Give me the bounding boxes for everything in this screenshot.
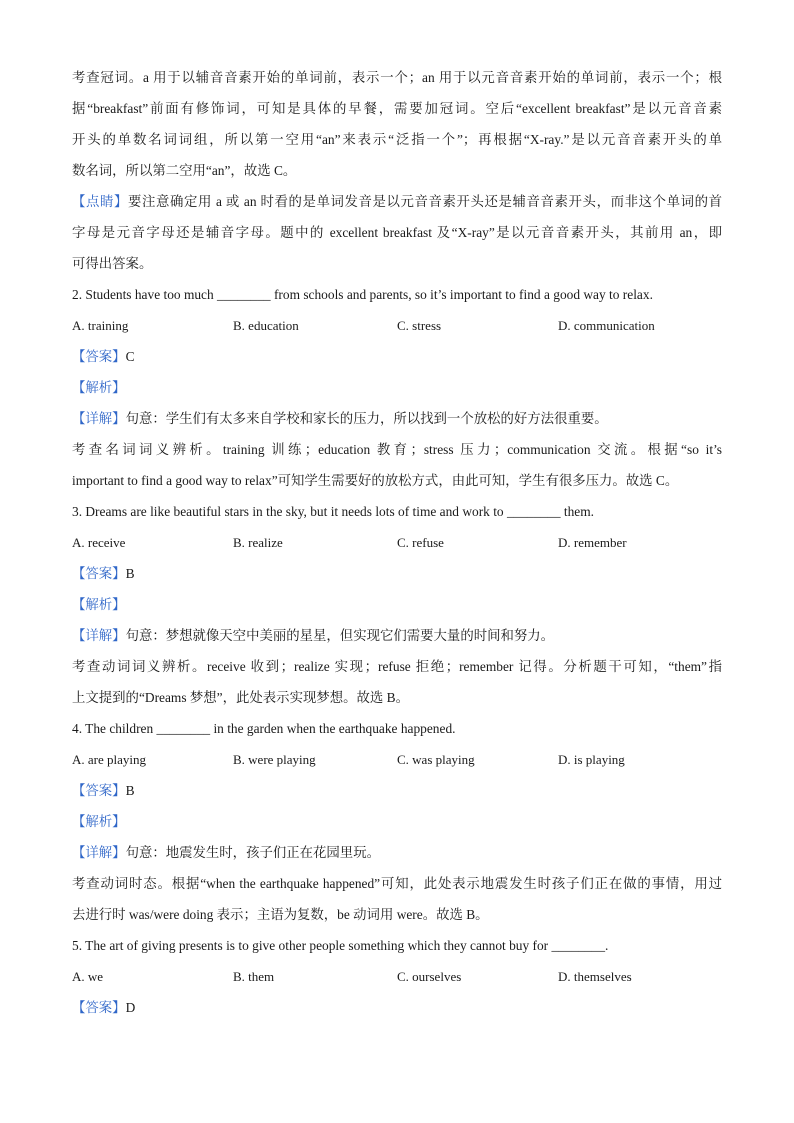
- option-b: B. realize: [233, 535, 283, 550]
- detail-text: 句意：学生们有太多来自学校和家长的压力，所以找到一个放松的好方法很重要。: [125, 411, 608, 426]
- note-tag: 【点睛】: [72, 194, 129, 209]
- option-c: C. ourselves: [397, 969, 462, 984]
- answer-tag: 【答案】: [72, 349, 126, 364]
- detail-line: [72, 837, 722, 868]
- intro-line: 考查冠词。a 用于以辅音音素开始的单词前，表示一个；an 用于以元音音素开始的单词前，表示一个；根: [72, 70, 722, 85]
- detail-text: 句意：地震发生时，孩子们正在花园里玩。: [125, 845, 380, 860]
- detail-line: 去进行时 was/were doing 表示；主语为复数，be 动词用 were。故选 B。: [72, 907, 489, 922]
- intro-line: 开头的单数名词词组，所以第一空用“an”来表示“泛指一个”；再根据“X-ray.”是以元音音素开头的单: [72, 132, 722, 147]
- analysis-line: [72, 806, 722, 837]
- answer-line: [72, 775, 722, 806]
- note-text: 要注意确定用 a 或 an 时看的是单词发音是以元音音素开头还是辅音音素开头，而非这个单词的首: [128, 194, 722, 209]
- detail-line: 考查名词词义辨析。training 训练；education 教育；stress 压力；communication 交流。根据“so it’s: [72, 442, 722, 457]
- document-page: [72, 62, 722, 1023]
- option-a: A. receive: [72, 535, 126, 550]
- option-a: A. we: [72, 969, 104, 984]
- intro-line: 数名词，所以第二空用“an”，故选 C。: [72, 163, 297, 178]
- detail-text: 句意：梦想就像天空中美丽的星星，但实现它们需要大量的时间和努力。: [125, 628, 555, 643]
- option-b: B. education: [233, 318, 299, 333]
- option-c: C. stress: [397, 318, 442, 333]
- answer-value: B: [125, 783, 135, 798]
- answer-value: C: [125, 349, 135, 364]
- detail-tag: 【详解】: [72, 628, 126, 643]
- note-line: 可得出答案。: [72, 256, 153, 271]
- analysis-line: [72, 372, 722, 403]
- analysis-tag: 【解析】: [72, 597, 126, 612]
- detail-line: 上文提到的“Dreams 梦想”，此处表示实现梦想。故选 B。: [72, 690, 409, 705]
- answer-value: B: [125, 566, 135, 581]
- note-line: 字母是元音字母还是辅音字母。题中的 excellent breakfast 及“X-ray”是以元音音素开头，其前用 an，即: [72, 225, 722, 240]
- analysis-tag: 【解析】: [72, 380, 126, 395]
- intro-line: 据“breakfast”前面有修饰词，可知是具体的早餐，需要加冠词。空后“excellent breakfast”是以元音音素: [72, 101, 722, 116]
- question-stem: 5. The art of giving presents is to give other people something which they cannot buy for ________.: [72, 938, 609, 953]
- answer-line: [72, 341, 722, 372]
- answer-value: D: [125, 1000, 136, 1015]
- note-line: [72, 186, 722, 217]
- option-b: B. were playing: [233, 752, 316, 767]
- detail-line: 考查动词时态。根据“when the earthquake happened”可知，此处表示地震发生时孩子们正在做的事情，用过: [72, 876, 722, 891]
- answer-line: [72, 558, 722, 589]
- answer-tag: 【答案】: [72, 783, 126, 798]
- detail-line: 考查动词词义辨析。receive 收到；realize 实现；refuse 拒绝；remember 记得。分析题干可知，“them”指: [72, 659, 722, 674]
- analysis-tag: 【解析】: [72, 814, 126, 829]
- options-row: [72, 744, 722, 775]
- answer-line: [72, 992, 722, 1023]
- question-stem: 4. The children ________ in the garden when the earthquake happened.: [72, 721, 456, 736]
- answer-tag: 【答案】: [72, 566, 126, 581]
- option-d: D. themselves: [558, 969, 632, 984]
- detail-line: [72, 403, 722, 434]
- options-row: [72, 310, 722, 341]
- option-d: D. communication: [558, 318, 655, 333]
- option-a: A. are playing: [72, 752, 147, 767]
- detail-tag: 【详解】: [72, 845, 126, 860]
- options-row: [72, 961, 722, 992]
- option-b: B. them: [233, 969, 275, 984]
- detail-tag: 【详解】: [72, 411, 126, 426]
- question-stem: 3. Dreams are like beautiful stars in the sky, but it needs lots of time and work to ________ them.: [72, 504, 595, 519]
- answer-tag: 【答案】: [72, 1000, 126, 1015]
- option-d: D. remember: [558, 535, 627, 550]
- detail-line: [72, 620, 722, 651]
- option-c: C. refuse: [397, 535, 444, 550]
- question-stem: 2. Students have too much ________ from schools and parents, so it’s important to find a good way to relax.: [72, 287, 653, 302]
- option-c: C. was playing: [397, 752, 475, 767]
- analysis-line: [72, 589, 722, 620]
- detail-line: important to find a good way to relax”可知学生需要好的放松方式，由此可知，学生有很多压力。故选 C。: [72, 473, 679, 488]
- option-a: A. training: [72, 318, 129, 333]
- option-d: D. is playing: [558, 752, 625, 767]
- options-row: [72, 527, 722, 558]
